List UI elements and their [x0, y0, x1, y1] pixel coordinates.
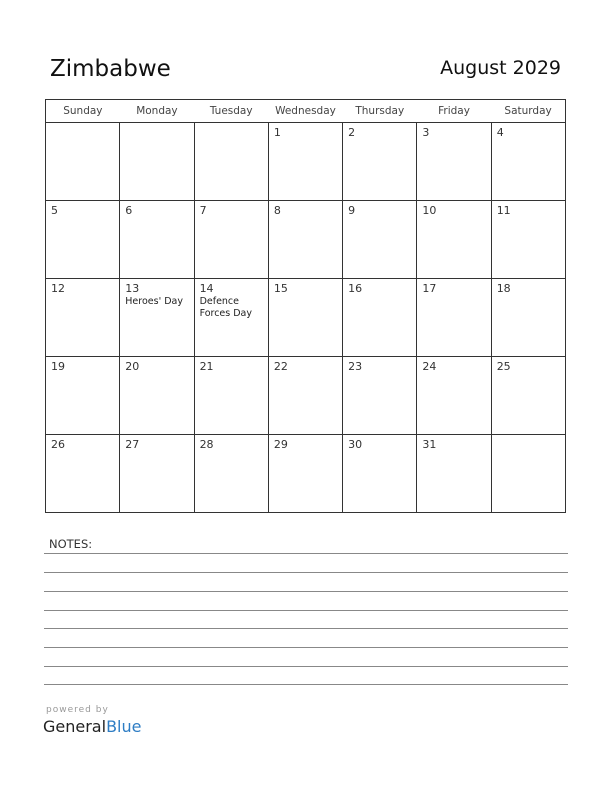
- day-cell: [417, 123, 491, 201]
- day-number: 4: [496, 126, 504, 139]
- weekday-sunday: Sunday: [46, 100, 120, 123]
- day-cell: [417, 201, 491, 279]
- weekday-wednesday: Wednesday: [268, 100, 342, 123]
- day-number: [195, 123, 268, 127]
- week-row-5: [46, 435, 566, 513]
- weekday-friday: Friday: [417, 100, 491, 123]
- day-number: 8: [273, 204, 281, 217]
- notes-line: [44, 684, 568, 685]
- day-cell: [268, 279, 342, 357]
- day-number: 25: [496, 360, 511, 373]
- logo-general-text: General: [43, 717, 107, 736]
- week-row-4: [46, 357, 566, 435]
- day-number: 14: [199, 282, 214, 295]
- notes-line: [44, 647, 568, 648]
- day-cell: [120, 279, 194, 357]
- day-number: [120, 123, 193, 127]
- day-number: 29: [273, 438, 288, 451]
- weekday-header-row: [46, 100, 566, 123]
- day-number: 13: [125, 282, 140, 295]
- day-cell: [268, 357, 342, 435]
- day-cell: [343, 279, 417, 357]
- day-cell: [268, 123, 342, 201]
- day-cell: [46, 435, 120, 513]
- day-number: 12: [51, 282, 65, 295]
- day-cell: [120, 357, 194, 435]
- holiday-label: Heroes' Day: [125, 296, 183, 307]
- notes-line: [44, 553, 568, 554]
- day-number: 26: [51, 438, 65, 451]
- day-cell: [194, 123, 268, 201]
- generalblue-logo[interactable]: [43, 717, 141, 736]
- day-number: 28: [199, 438, 214, 451]
- day-cell: [194, 435, 268, 513]
- day-cell: [491, 201, 565, 279]
- day-cell: [120, 435, 194, 513]
- day-number: 3: [422, 126, 430, 139]
- month-year-title: August 2029: [440, 57, 561, 79]
- powered-by-text: powered by: [46, 705, 109, 715]
- day-number: 11: [496, 204, 511, 217]
- day-cell: [268, 435, 342, 513]
- holiday-label: Defence Forces Day: [199, 296, 252, 319]
- day-cell: [120, 123, 194, 201]
- day-number: 7: [199, 204, 207, 217]
- day-number: 5: [51, 204, 58, 217]
- day-cell: [343, 123, 417, 201]
- notes-line: [44, 572, 568, 573]
- notes-line: [44, 591, 568, 592]
- logo-blue-text: Blue: [106, 717, 142, 736]
- day-number: 15: [273, 282, 288, 295]
- day-number: 1: [273, 126, 281, 139]
- day-number: 20: [125, 360, 140, 373]
- day-number: 9: [348, 204, 356, 217]
- day-cell: [194, 357, 268, 435]
- notes-line: [44, 628, 568, 629]
- day-number: 16: [348, 282, 363, 295]
- day-number: 17: [422, 282, 437, 295]
- day-number: 23: [348, 360, 363, 373]
- day-cell: [46, 357, 120, 435]
- calendar-grid: [45, 99, 566, 513]
- day-cell: [491, 435, 565, 513]
- day-cell: [46, 123, 120, 201]
- weekday-tuesday: Tuesday: [194, 100, 268, 123]
- day-number: 22: [273, 360, 288, 373]
- day-number: [46, 123, 119, 127]
- day-number: 30: [348, 438, 363, 451]
- week-row-3: [46, 279, 566, 357]
- day-cell: [491, 357, 565, 435]
- day-cell: [343, 201, 417, 279]
- day-number: 2: [348, 126, 356, 139]
- day-number: 27: [125, 438, 140, 451]
- day-cell: [491, 279, 565, 357]
- country-title: Zimbabwe: [50, 56, 171, 82]
- day-number: 24: [422, 360, 437, 373]
- day-number: 31: [422, 438, 437, 451]
- day-number: [492, 435, 565, 439]
- day-cell: [46, 201, 120, 279]
- weekday-thursday: Thursday: [343, 100, 417, 123]
- day-number: 19: [51, 360, 65, 373]
- day-cell: [417, 279, 491, 357]
- day-cell: [417, 435, 491, 513]
- week-row-2: [46, 201, 566, 279]
- day-cell: [343, 435, 417, 513]
- day-number: 21: [199, 360, 214, 373]
- day-cell: [194, 279, 268, 357]
- day-cell: [120, 201, 194, 279]
- notes-line: [44, 666, 568, 667]
- day-number: 10: [422, 204, 437, 217]
- day-cell: [417, 357, 491, 435]
- day-number: 6: [125, 204, 133, 217]
- day-number: 18: [496, 282, 511, 295]
- day-cell: [491, 123, 565, 201]
- day-cell: [343, 357, 417, 435]
- weekday-saturday: Saturday: [491, 100, 565, 123]
- day-cell: [46, 279, 120, 357]
- day-cell: [194, 201, 268, 279]
- day-cell: [268, 201, 342, 279]
- notes-label: NOTES:: [49, 537, 93, 551]
- notes-line: [44, 610, 568, 611]
- weekday-monday: Monday: [120, 100, 194, 123]
- week-row-1: [46, 123, 566, 201]
